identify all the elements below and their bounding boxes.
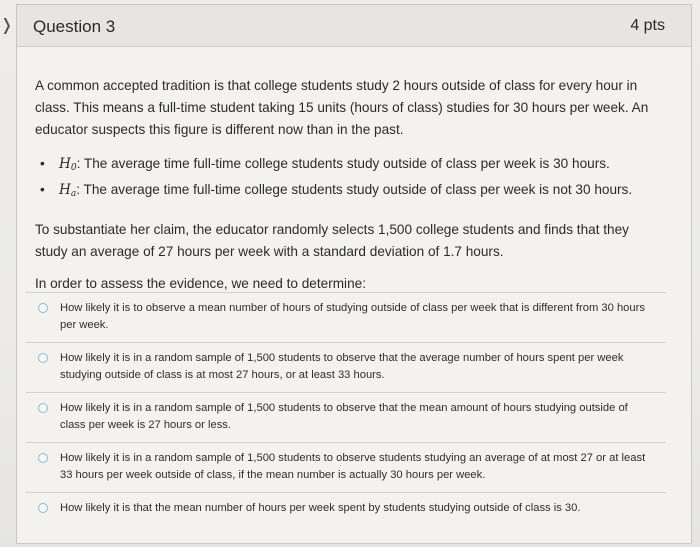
hypothesis-alternative — [35, 179, 655, 205]
answer-option-label: How likely it is that the mean number of hours per week spent by students studying outside of class is 30. — [60, 502, 581, 514]
question-body — [35, 75, 655, 295]
radio-button[interactable] — [38, 503, 48, 513]
question-title: Question 3 — [33, 17, 116, 36]
answer-option-label: How likely it is in a random sample of 1,500 students to observe students studying an average of at most 27 or at least 33 hours per week outside of class, if the mean number is actually 30 hours per week. — [60, 452, 646, 481]
answer-option-label: How likely it is to observe a mean number of hours of studying outside of class per week that is different from 30 hours per week. — [60, 302, 645, 331]
intro-text: A common accepted tradition is that college students study 2 hours outside of class for every hour in class. This means a full-time student taking 15 units (hours of class) studies for 30 hours per week. An educator suspects this figure is different now than in the past. — [35, 78, 649, 137]
hypothesis-subscript: 0 — [70, 163, 77, 173]
hypotheses-list — [35, 153, 655, 205]
radio-button[interactable] — [38, 453, 48, 463]
chevron-left-icon[interactable]: ❭ — [0, 17, 14, 34]
answer-option-label: How likely it is in a random sample of 1,500 students to observe that the mean amount of hours studying outside of class per week is 27 hours or less. — [60, 402, 628, 431]
answer-option[interactable] — [26, 292, 666, 342]
answer-option[interactable] — [26, 442, 666, 492]
prompt-text: In order to assess the evidence, we need to determine: — [35, 276, 366, 291]
radio-button[interactable] — [38, 353, 48, 363]
hypothesis-null — [35, 153, 655, 179]
hypothesis-text: : The average time full-time college students study outside of class per week is not 30 hours. — [76, 182, 633, 197]
answer-option-label: How likely it is in a random sample of 1,500 students to observe that the average number of hours spent per week studying outside of class is at most 27 hours, or at least 33 hours. — [60, 352, 624, 381]
question-points: 4 pts — [630, 17, 665, 34]
answer-option[interactable] — [26, 342, 666, 392]
answer-option[interactable] — [26, 492, 666, 526]
answer-options — [26, 292, 666, 526]
bullet-icon: • — [40, 156, 45, 171]
answer-option[interactable] — [26, 392, 666, 442]
bullet-icon: • — [40, 182, 45, 197]
hypothesis-symbol: H — [59, 156, 71, 172]
claim-text: To substantiate her claim, the educator randomly selects 1,500 college students and finds that they study an average of 27 hours per week with a standard deviation of 1.7 hours. — [35, 222, 629, 259]
hypothesis-subscript: a — [70, 189, 77, 199]
radio-button[interactable] — [38, 403, 48, 413]
hypothesis-text: : The average time full-time college students study outside of class per week is 30 hours. — [76, 156, 610, 171]
radio-button[interactable] — [38, 303, 48, 313]
hypothesis-symbol: H — [59, 182, 71, 198]
question-header — [17, 5, 691, 47]
